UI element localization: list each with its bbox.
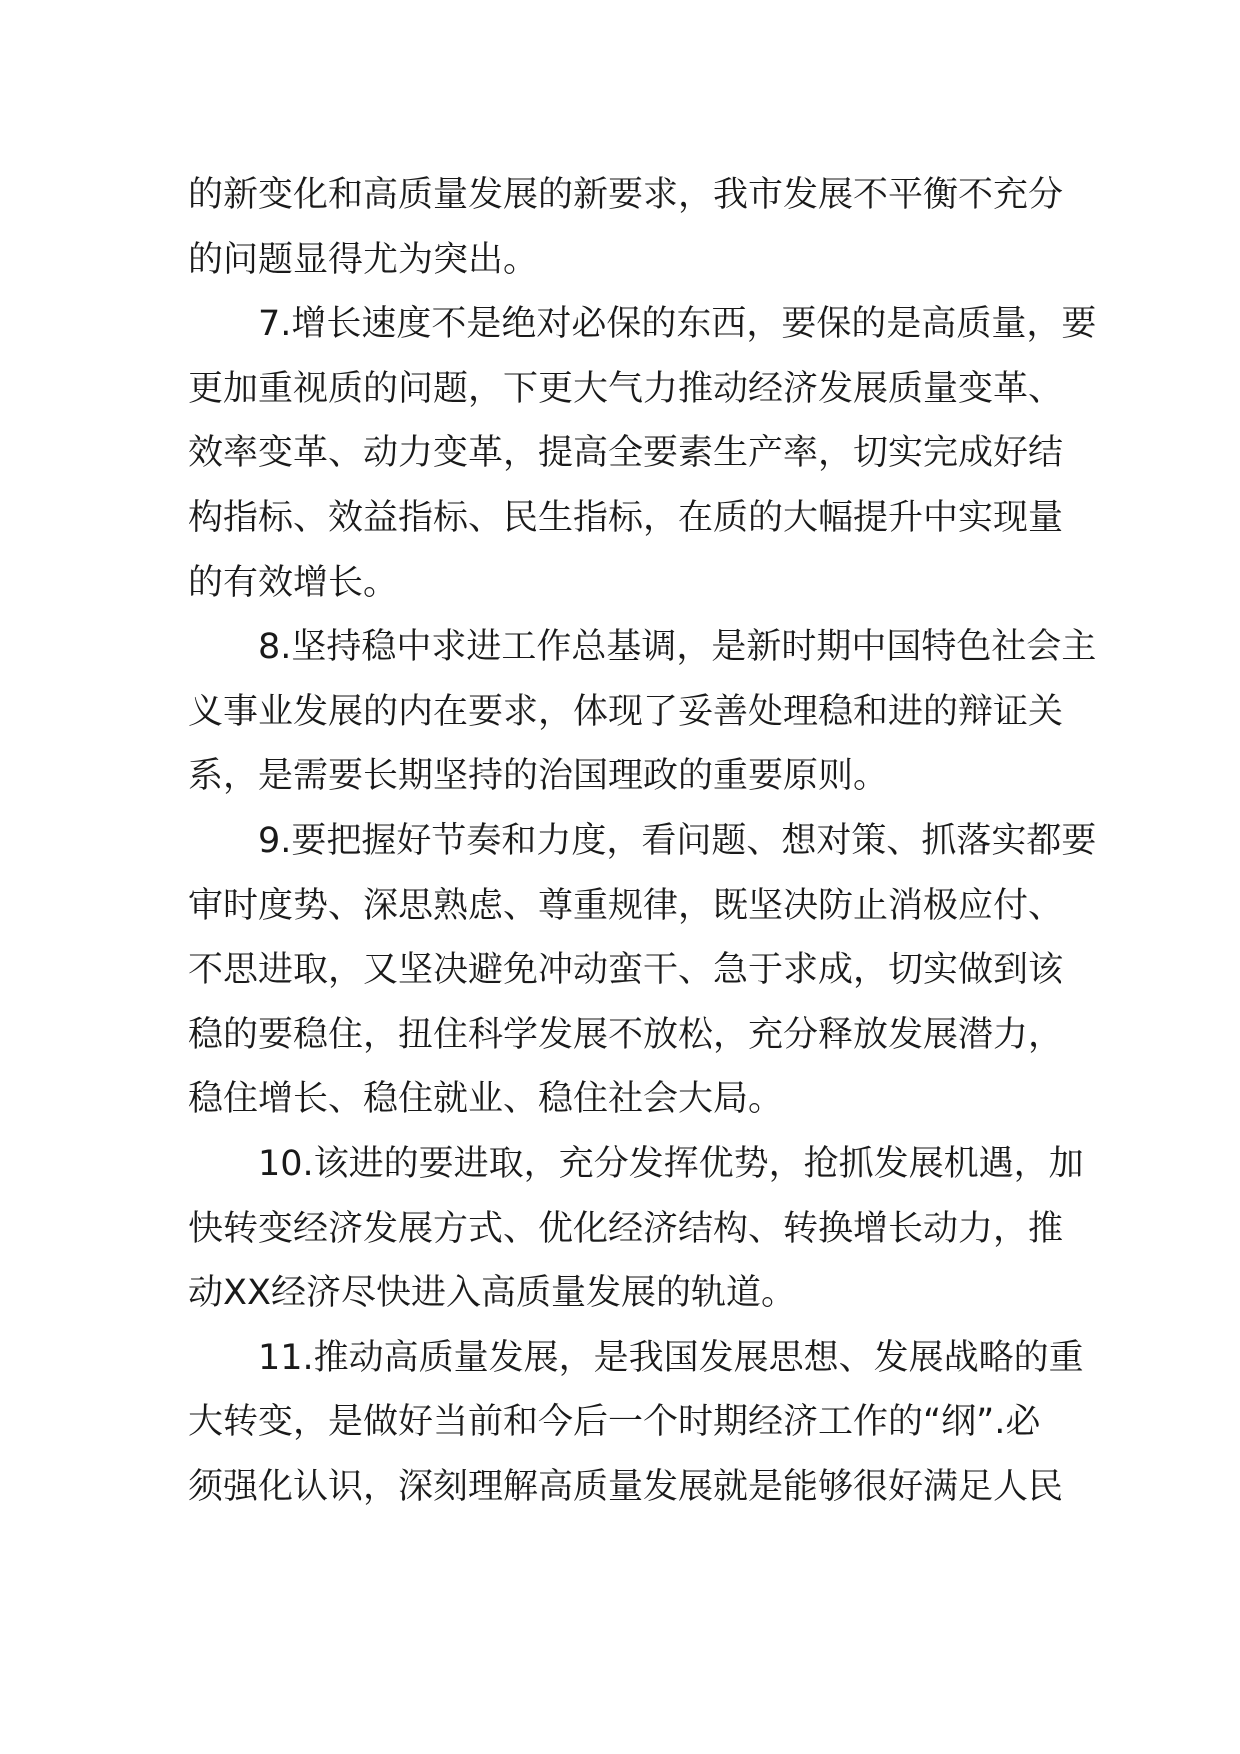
- text-line: 更加重视质的问题，下更大气力推动经济发展质量变革、: [188, 368, 1064, 409]
- text-line: 效率变革、动力变革，提高全要素生产率，切实完成好结: [188, 433, 1064, 474]
- paragraph-start-line: 9.要把握好节奏和力度，看问题、想对策、抓落实都要: [258, 820, 1097, 861]
- paragraph-start-line: 10.该进的要进取，充分发挥优势，抢抓发展机遇，加: [258, 1143, 1084, 1184]
- text-line: 稳的要稳住，扭住科学发展不放松，充分释放发展潜力，: [188, 1014, 1064, 1055]
- text-line: 稳住增长、稳住就业、稳住社会大局。: [188, 1079, 784, 1120]
- text-line: 系，是需要长期坚持的治国理政的重要原则。: [188, 756, 889, 797]
- paragraph-start-line: 11.推动高质量发展，是我国发展思想、发展战略的重: [258, 1337, 1084, 1378]
- paragraph-start-line: 8.坚持稳中求进工作总基调，是新时期中国特色社会主: [258, 627, 1097, 668]
- paragraph-start-line: 7.增长速度不是绝对必保的东西，要保的是高质量，要: [258, 304, 1097, 345]
- text-line: 构指标、效益指标、民生指标，在质的大幅提升中实现量: [188, 497, 1064, 538]
- text-line: 的新变化和高质量发展的新要求，我市发展不平衡不充分: [188, 175, 1064, 215]
- text-line: 不思进取，又坚决避免冲动蛮干、急于求成，切实做到该: [188, 950, 1064, 991]
- text-line: 动XX经济尽快进入高质量发展的轨道。: [188, 1273, 796, 1314]
- text-line: 须强化认识，深刻理解高质量发展就是能够很好满足人民: [188, 1466, 1064, 1507]
- text-line: 的问题显得尤为突出。: [188, 239, 539, 280]
- text-line: 义事业发展的内在要求，体现了妥善处理稳和进的辩证关: [188, 691, 1064, 732]
- document-body: [188, 163, 1097, 1519]
- text-line: 的有效增长。: [188, 562, 399, 603]
- text-line: 大转变，是做好当前和今后一个时期经济工作的“纲”.必: [188, 1402, 1041, 1443]
- text-line: 快转变经济发展方式、优化经济结构、转换增长动力，推: [188, 1208, 1064, 1249]
- text-line: 审时度势、深思熟虑、尊重规律，既坚决防止消极应付、: [188, 885, 1064, 926]
